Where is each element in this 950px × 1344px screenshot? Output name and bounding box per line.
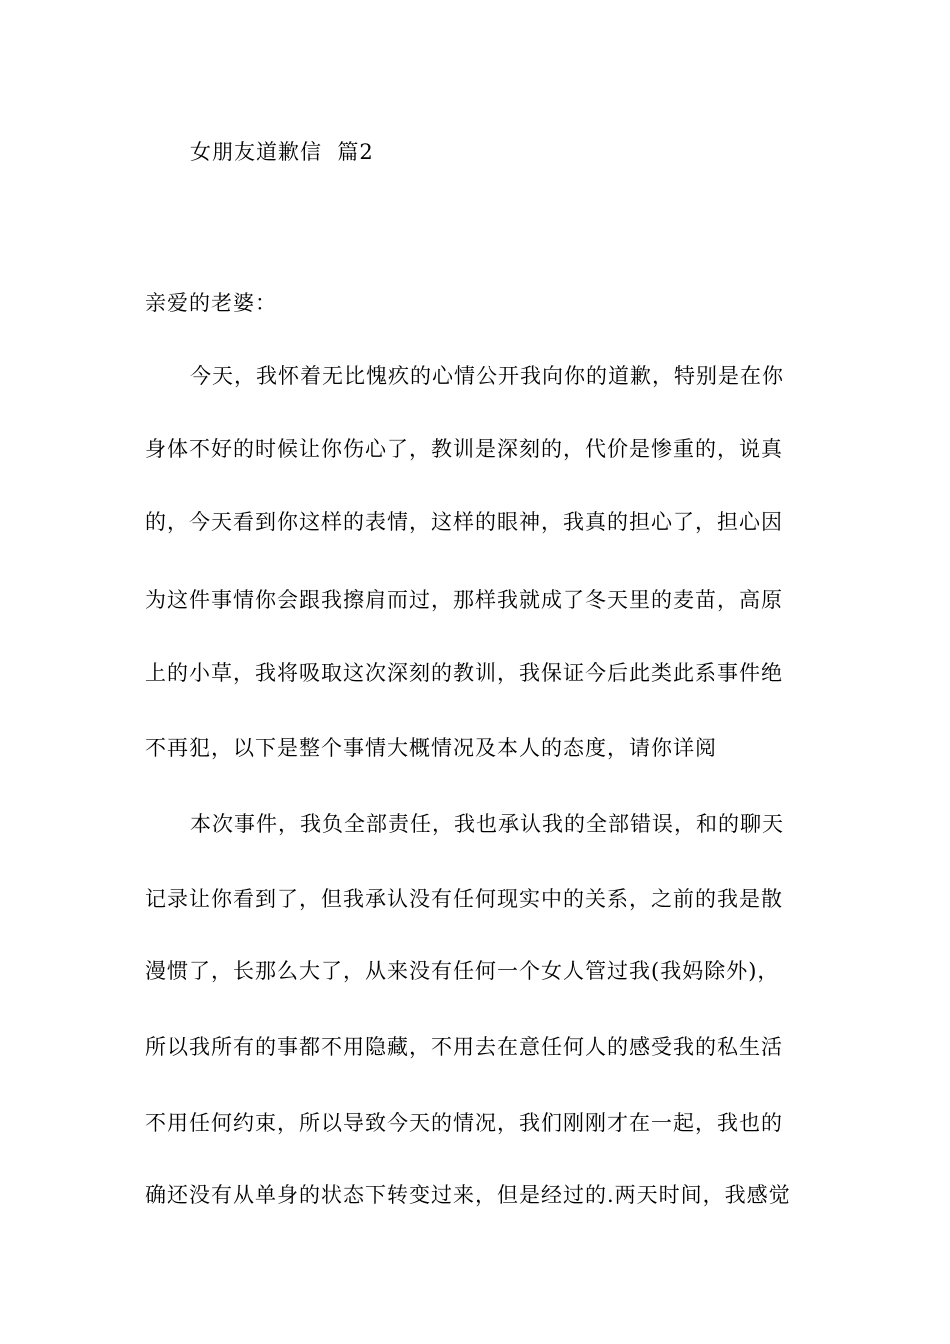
paragraph-1-line-6: 不再犯，以下是整个事情大概情况及本人的态度，请你详阅 bbox=[145, 736, 717, 760]
paragraph-2-line-2: 记录让你看到了，但我承认没有任何现实中的关系，之前的我是散 bbox=[145, 887, 783, 911]
paragraph-2-line-3: 漫惯了，长那么大了，从来没有任何一个女人管过我(我妈除外)， bbox=[145, 959, 780, 983]
paragraph-2-line-5: 不用任何约束，所以导致今天的情况，我们刚刚才在一起，我也的 bbox=[145, 1111, 783, 1135]
paragraph-1-line-1: 今天，我怀着无比愧疚的心情公开我向你的道歉，特别是在你 bbox=[190, 364, 784, 388]
document-title: 女朋友道歉信 篇2 bbox=[190, 140, 374, 164]
paragraph-1-line-3: 的，今天看到你这样的表情，这样的眼神，我真的担心了，担心因 bbox=[145, 510, 783, 534]
paragraph-1-line-4: 为这件事情你会跟我擦肩而过，那样我就成了冬天里的麦苗，高原 bbox=[145, 588, 783, 612]
paragraph-1-line-2: 身体不好的时候让你伤心了，教训是深刻的，代价是惨重的，说真 bbox=[145, 437, 783, 461]
salutation: 亲爱的老婆： bbox=[145, 291, 277, 315]
paragraph-2-line-6: 确还没有从单身的状态下转变过来，但是经过的.两天时间，我感觉 bbox=[145, 1183, 791, 1207]
paragraph-1-line-5: 上的小草，我将吸取这次深刻的教训，我保证今后此类此系事件绝 bbox=[145, 661, 783, 685]
paragraph-2-line-4: 所以我所有的事都不用隐藏，不用去在意任何人的感受我的私生活 bbox=[145, 1035, 783, 1059]
paragraph-2-line-1: 本次事件，我负全部责任，我也承认我的全部错误，和的聊天 bbox=[190, 812, 784, 836]
